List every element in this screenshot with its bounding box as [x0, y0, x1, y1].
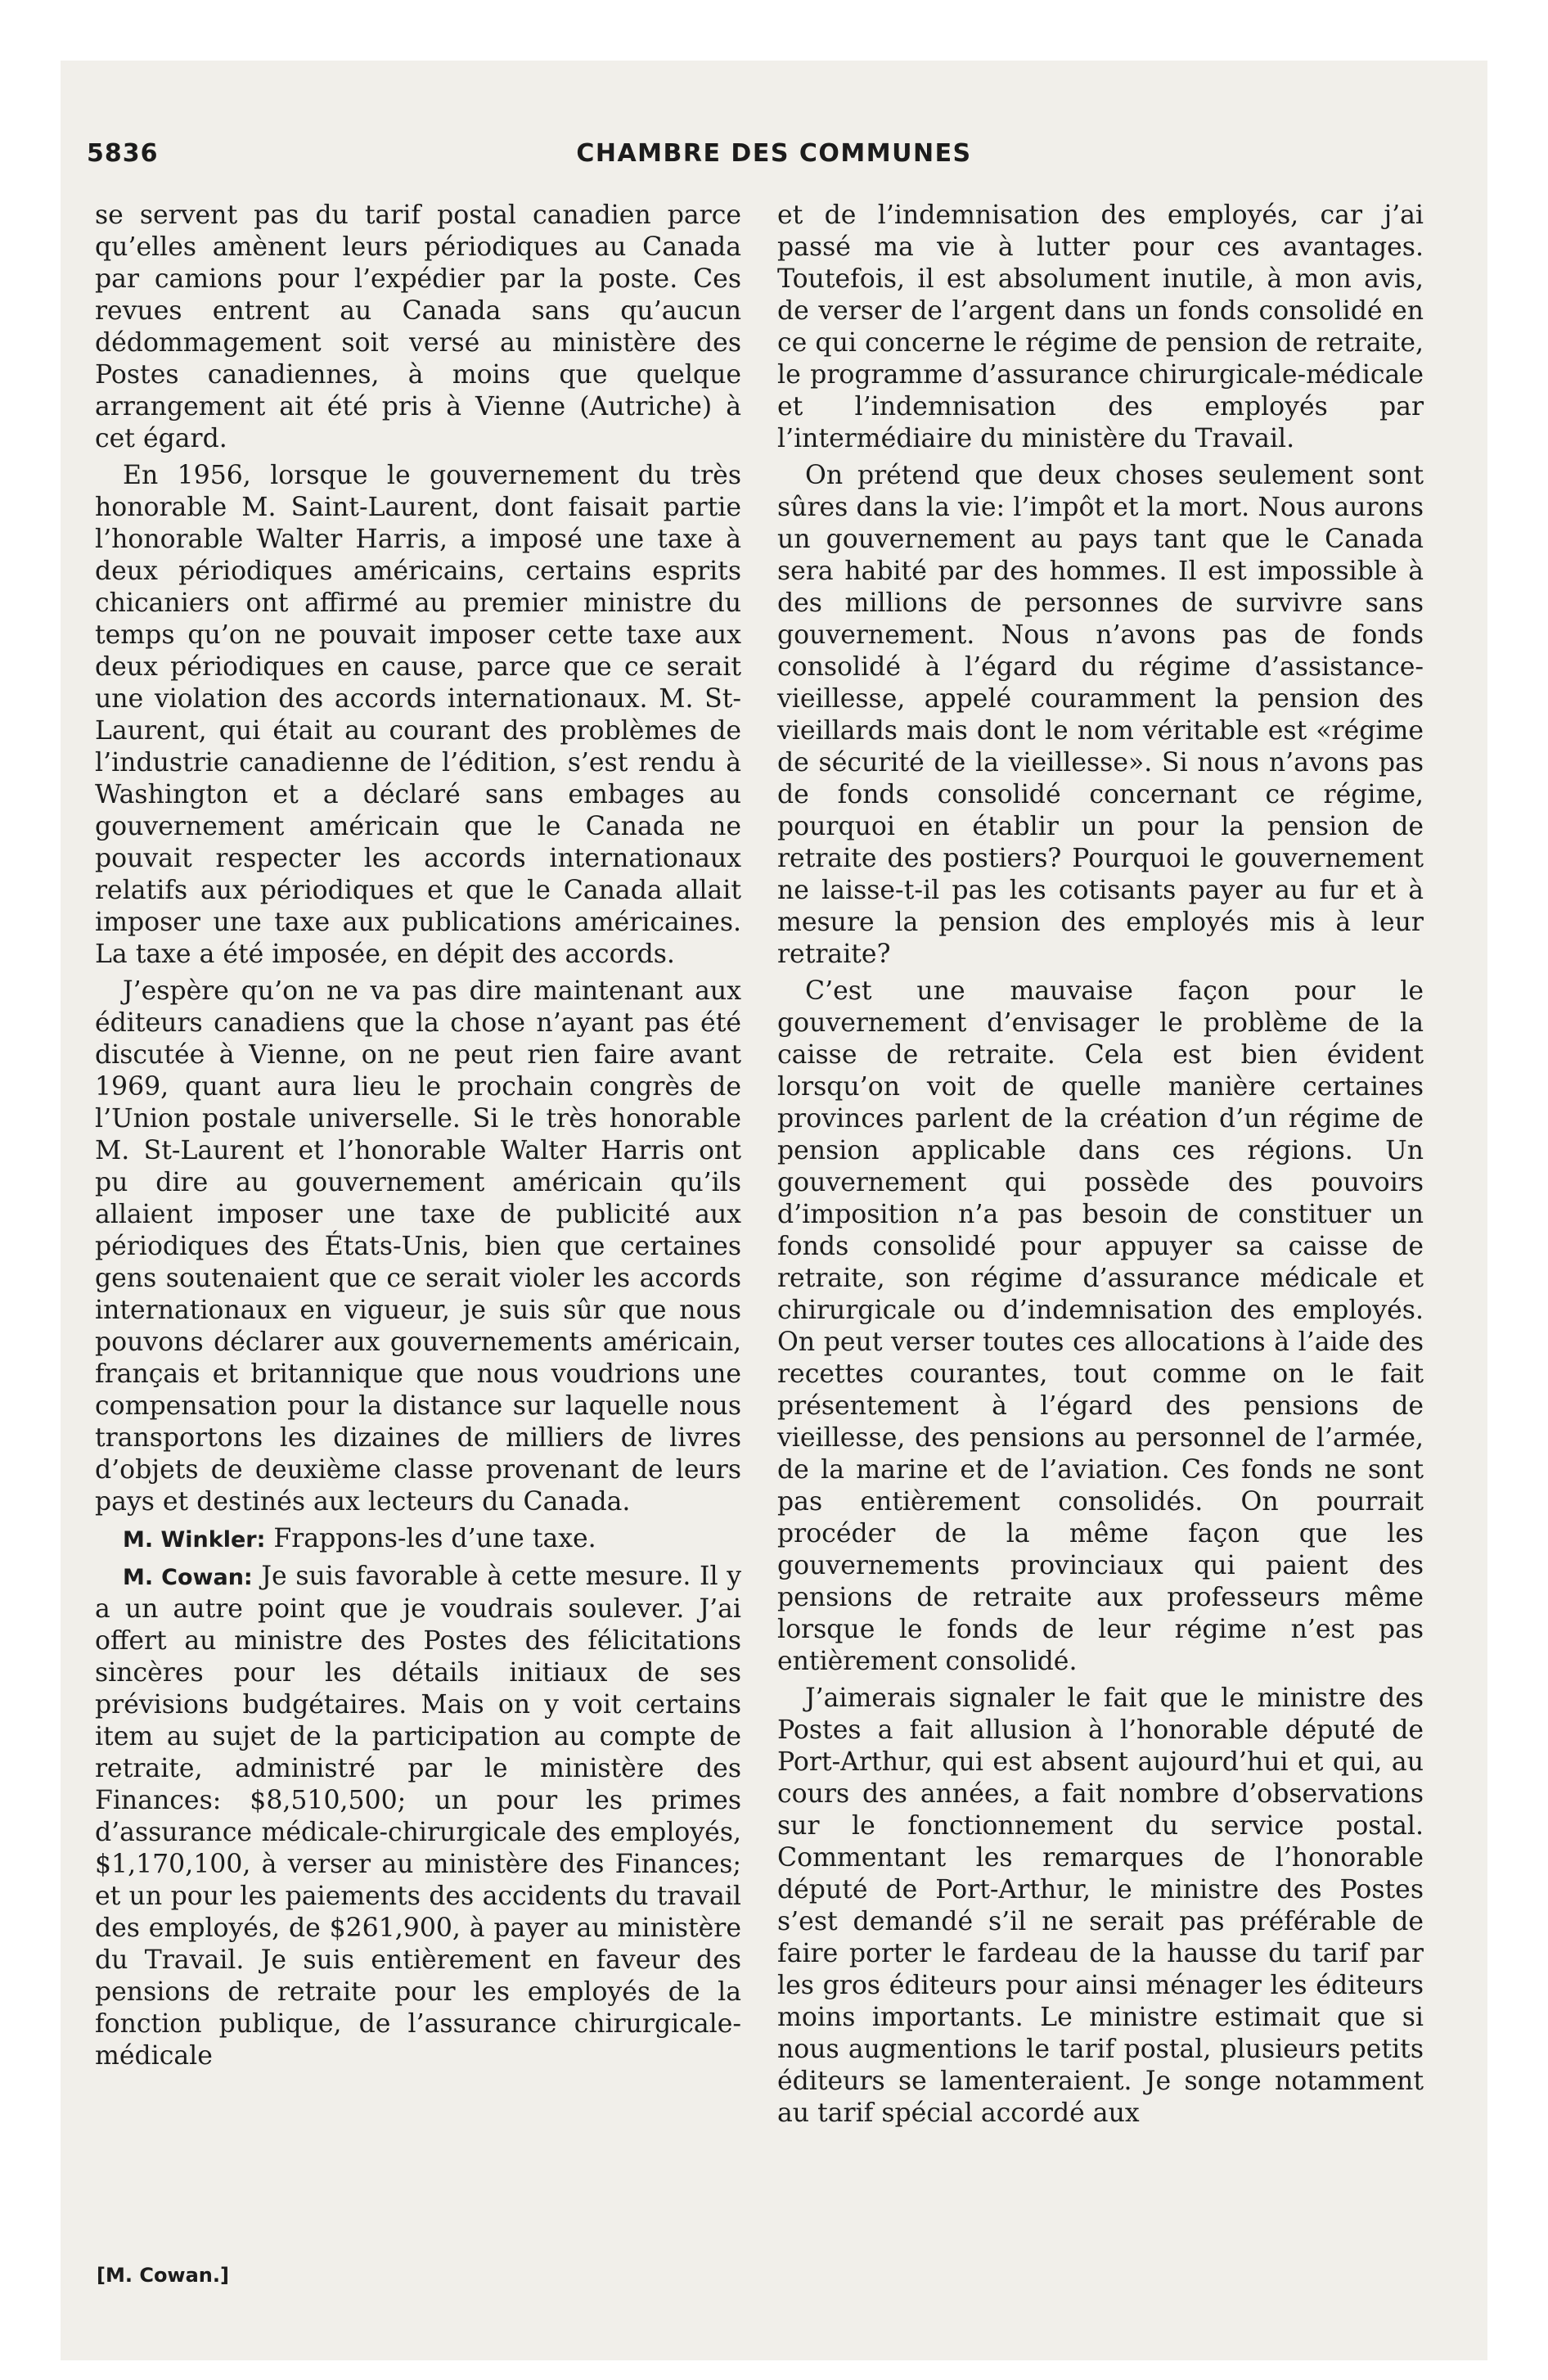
page-number: 5836: [87, 139, 159, 168]
paragraph: J’aimerais signaler le fait que le ministre des Postes a fait allusion à l’honorable député de Port-Arthur, qui est absent aujourd’hui et qui, au cours des années, a fait nombre d’observations sur le fonctionnement du service postal. Commentant les remarques de l’honorable député de Port-Arthur, le ministre des Postes s’est demandé s’il ne serait pas préférable de faire porter le fardeau de la hausse du tarif par les gros éditeurs pour ainsi ménager les éditeurs moins importants. Le ministre estimait que si nous augmentions le tarif postal, plusieurs petits éditeurs se lamenteraient. Je songe notamment au tarif spécial accordé aux: [777, 1684, 1424, 2128]
paragraph: On prétend que deux choses seulement sont sûres dans la vie: l’impôt et la mort. Nous aurons un gouvernement au pays tant que le Canada sera habité par des hommes. Il est impossible à des millions de personnes de survivre sans gouvernement. Nous n’avons pas de fonds consolidé à l’égard du régime d’assistance-vieillesse, appelé couramment la pension des vieillards mais dont le nom véritable est «régime de sécurité de la vieillesse». Si nous n’avons pas de fonds consolidé concernant ce régime, pourquoi en établir un pour la pension de retraite des postiers? Pourquoi le gouvernement ne laisse-t-il pas les cotisants payer au fur et à mesure la pension des employés mis à leur retraite?: [777, 461, 1424, 969]
left-column: [95, 200, 741, 2262]
page: [61, 61, 1487, 2360]
speaker-name: M. Cowan:: [123, 1565, 253, 1590]
page-header: [87, 139, 1461, 177]
speech-cowan: [95, 1561, 741, 2072]
running-title: CHAMBRE DES COMMUNES: [576, 139, 972, 168]
paragraph: J’espère qu’on ne va pas dire maintenant aux éditeurs canadiens que la chose n’ayant pas été discutée à Vienne, on ne peut rien faire avant 1969, quant aura lieu le prochain congrès de l’Union postale universelle. Si le très honorable M. St-Laurent et l’honorable Walter Harris ont pu dire au gouvernement américain qu’ils allaient imposer une taxe de publicité aux périodiques des États-Unis, bien que certaines gens soutenaient que ce serait violer les accords internationaux en vigueur, je suis sûr que nous pouvons déclarer aux gouvernements américain, français et britannique que nous voudrions une compensation pour la distance sur laquelle nous transportons les dizaines de milliers de livres d’objets de deuxième classe provenant de leurs pays et destinés aux lecteurs du Canada.: [95, 976, 741, 1517]
paragraph: En 1956, lorsque le gouvernement du très honorable M. Saint-Laurent, dont faisait partie l’honorable Walter Harris, a imposé une taxe à deux périodiques américains, certains esprits chicaniers ont affirmé au premier ministre du temps qu’on ne pouvait imposer cette taxe aux deux périodiques en cause, parce que ce serait une violation des accords internationaux. M. St-Laurent, qui était au courant des problèmes de l’industrie canadienne de l’édition, s’est rendu à Washington et a déclaré sans embages au gouvernement américain que le Canada ne pouvait respecter les accords internationaux relatifs aux périodiques et que le Canada allait imposer une taxe aux publications américaines. La taxe a été imposée, en dépit des accords.: [95, 461, 741, 969]
speaker-name: M. Winkler:: [123, 1527, 266, 1553]
right-column: [777, 200, 1424, 2262]
speech-winkler: [95, 1523, 741, 1556]
paragraph: C’est une mauvaise façon pour le gouvernement d’envisager le problème de la caisse de retraite. Cela est bien évident lorsqu’on voit de quelle manière certaines provinces parlent de la création d’un régime de pension applicable dans ces régions. Un gouvernement qui possède des pouvoirs d’imposition n’a pas besoin de constituer un fonds consolidé pour appuyer sa caisse de retraite, son régime d’assurance médicale et chirurgicale ou d’indemnisation des employés. On peut verser toutes ces allocations à l’aide des recettes courantes, tout comme on le fait présentement à l’égard des pensions de vieillesse, des pensions au personnel de l’armée, de la marine et de l’aviation. Ces fonds ne sont pas entièrement consolidés. On pourrait procéder de la même façon que les gouvernements provinciaux qui paient des pensions de retraite aux professeurs même lorsque le fonds de leur régime n’est pas entièrement consolidé.: [777, 976, 1424, 1676]
paragraph: se servent pas du tarif postal canadien parce qu’elles amènent leurs périodiques au Canada par camions pour l’expédier par la poste. Ces revues entrent au Canada sans qu’aucun dédommagement soit versé au ministère des Postes canadiennes, à moins que quelque arrangement ait été pris à Vienne (Autriche) à cet égard.: [95, 201, 741, 453]
speech-text: Je suis favorable à cette mesure. Il y a un autre point que je voudrais soulever. J’ai offert au ministre des Postes des félicitations sincères pour les détails initiaux de ses prévisions budgétaires. Mais on y voit certains item au sujet de la participation au compte de retraite, administré par le ministère des Finances: $8,510,500; un pour les primes d’assurance médicale-chirurgicale des employés, $1,170,100, à verser au ministère des Finances; et un pour les paiements des accidents du travail des employés, de $261,900, à payer au ministère du Travail. Je suis entièrement en faveur des pensions de retraite pour les employés de la fonction publique, de l’assurance chirurgicale-médicale: [95, 1562, 741, 2071]
speaker-footer-tag: [M. Cowan.]: [97, 2264, 229, 2287]
paragraph: et de l’indemnisation des employés, car j’ai passé ma vie à lutter pour ces avantages. Toutefois, il est absolument inutile, à mon avis, de verser de l’argent dans un fonds consolidé en ce qui concerne le régime de pension de retraite, le programme d’assurance chirurgicale-médicale et l’indemnisation des employés par l’intermédiaire du ministère du Travail.: [777, 201, 1424, 453]
speech-text: Frappons-les d’une taxe.: [265, 1524, 596, 1553]
